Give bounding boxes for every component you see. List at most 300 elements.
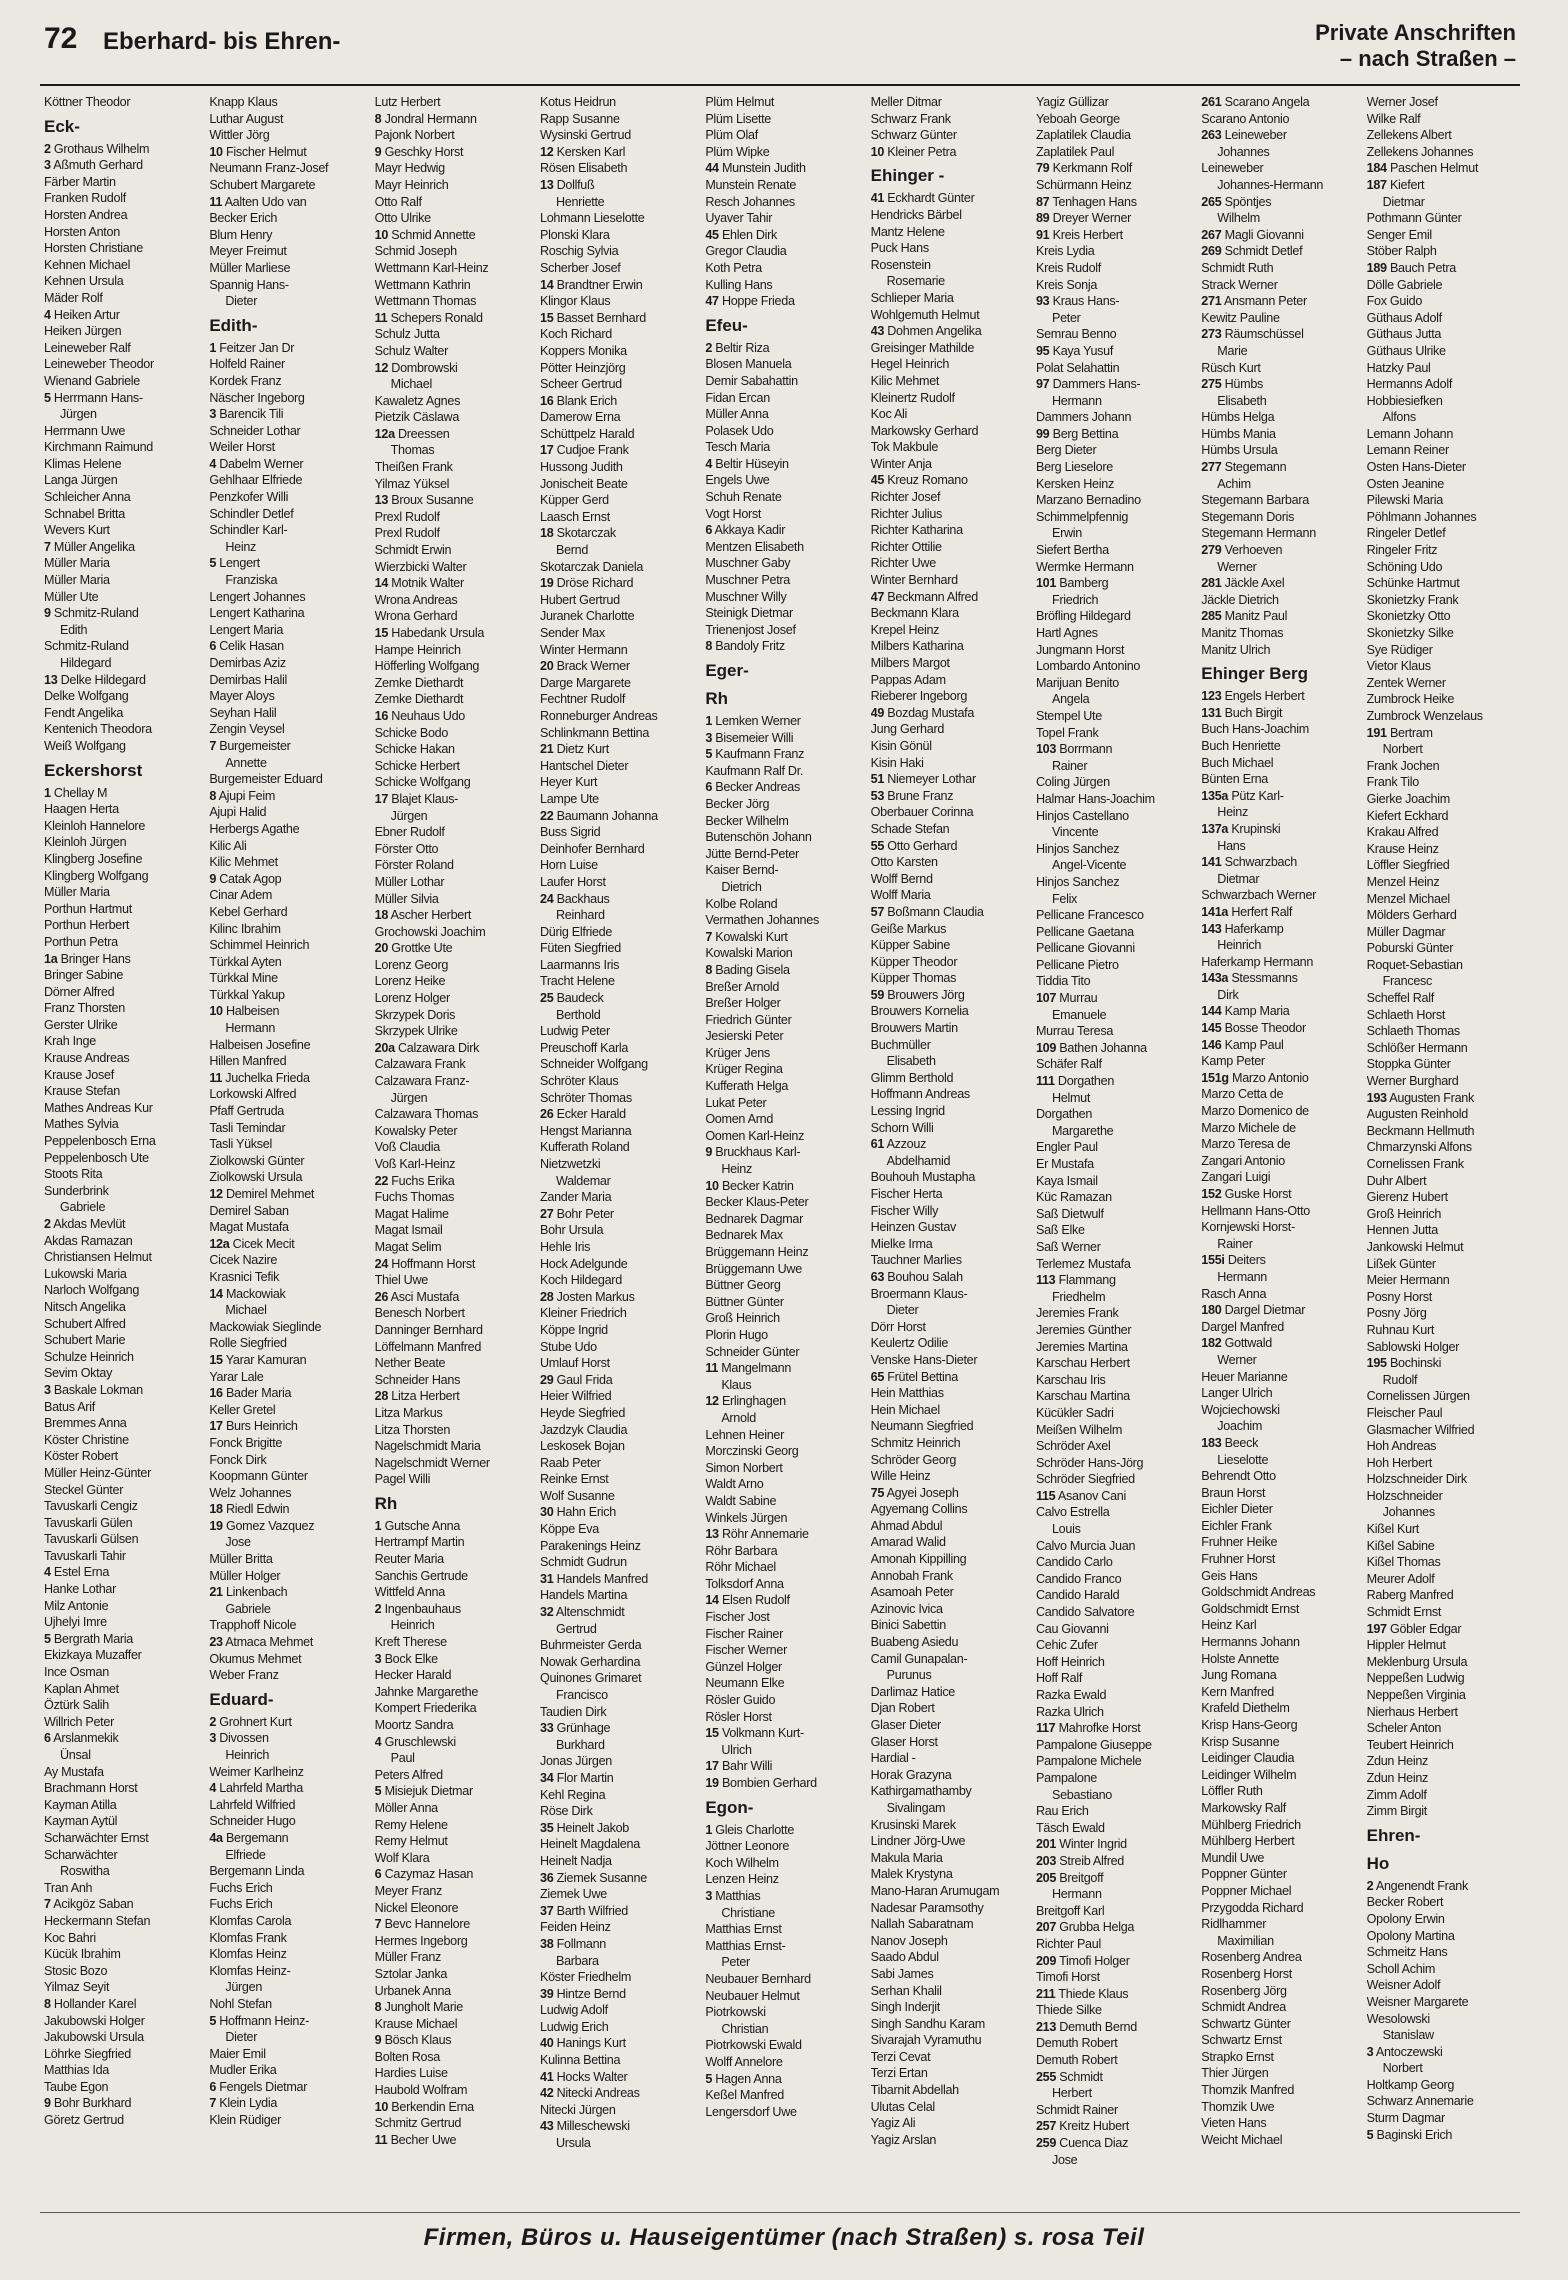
resident-entry [1201, 625, 1358, 642]
resident-name: Acikgöz Saban [53, 1897, 134, 1912]
resident-name: Voß Karl-Heinz [374, 1157, 456, 1171]
resident-entry [1036, 409, 1193, 426]
resident-entry [209, 1930, 366, 1947]
resident-entry [375, 1106, 532, 1123]
house-number: 10 [209, 144, 223, 159]
resident-entry [871, 2082, 1028, 2099]
resident-entry [375, 675, 532, 692]
footer-note: Firmen, Büros u. Hauseigentümer (nach Straßen) s. rosa Teil [423, 2224, 1145, 2251]
resident-name: Kamp Paul [1224, 1037, 1284, 1052]
resident-entry [375, 758, 532, 775]
resident-name: Schwartz Günter [1201, 2016, 1291, 2031]
resident-name: Leineweber Ralf [44, 340, 131, 355]
street-heading: Efeu- [705, 315, 748, 335]
resident-name: Schmidt Andrea [1201, 2000, 1287, 2015]
resident-entry [1201, 1634, 1358, 1651]
resident-entry [1367, 1289, 1524, 1306]
resident-entry [1201, 2082, 1358, 2099]
resident-name: Kamp Peter [1201, 1054, 1265, 1069]
resident-entry [375, 592, 532, 609]
resident-name: Magat Selim [374, 1239, 442, 1254]
resident-name: Werner Burghard [1366, 1074, 1459, 1089]
resident-entry [1367, 1994, 1524, 2011]
resident-name: Breßer Holger [705, 996, 781, 1011]
resident-name: Krause Andreas [44, 1051, 130, 1066]
resident-name: Simon Norbert [705, 1460, 783, 1475]
resident-entry [375, 2132, 532, 2149]
resident-name: Djan Robert [870, 1701, 935, 1716]
resident-entry [44, 1349, 201, 1366]
resident-entry [44, 1067, 201, 1084]
resident-name: Volkmann Kurt- [721, 1726, 804, 1741]
resident-entry [1036, 1372, 1193, 1389]
resident-entry [209, 243, 366, 260]
resident-name: Zander Maria [539, 1190, 612, 1205]
resident-name: Lengert [219, 556, 260, 571]
resident-entry [705, 1659, 862, 1676]
house-number: 15 [539, 310, 554, 325]
resident-name: Eichler Dieter [1201, 1502, 1273, 1517]
resident-name: Hendricks Bärbel [870, 207, 962, 222]
house-number: 33 [539, 1721, 554, 1736]
resident-entry [1036, 277, 1193, 294]
resident-entry [1036, 1471, 1193, 1488]
resident-name: Friedhelm [1051, 1289, 1106, 1304]
resident-entry [1367, 1156, 1524, 1173]
resident-entry [44, 1150, 201, 1167]
house-number: 279 [1201, 543, 1222, 558]
resident-name: Dollfuß [556, 177, 595, 192]
house-number: 27 [539, 1206, 554, 1221]
resident-name: Weiler Horst [209, 440, 275, 455]
resident-entry [1367, 293, 1524, 310]
resident-name: Matthias Ida [44, 2063, 110, 2078]
resident-name: Schneider Hans [374, 1372, 461, 1387]
resident-entry [705, 1905, 862, 1922]
resident-name: Stegemann Barbara [1201, 493, 1309, 508]
resident-entry [1036, 210, 1193, 227]
resident-name: Kern Manfred [1201, 1684, 1274, 1699]
resident-entry [540, 277, 697, 294]
resident-entry [1367, 1455, 1524, 1472]
resident-name: Schubert Margarete [209, 177, 316, 192]
resident-entry [209, 1747, 366, 1764]
house-number: 257 [1035, 2119, 1057, 2134]
resident-entry [705, 1971, 862, 1988]
resident-entry [375, 1916, 532, 1933]
resident-entry [1367, 874, 1524, 891]
resident-name: Beltir Hüseyin [715, 456, 789, 471]
resident-name: Fox Guido [1366, 294, 1423, 309]
resident-name: Bringer Sabine [44, 968, 124, 983]
resident-name: Lahrfeld Martha [219, 1781, 303, 1796]
resident-name: Seyhan Halil [209, 705, 277, 720]
resident-name: Manitz Paul [1224, 609, 1288, 624]
resident-name: Gierenz Hubert [1366, 1190, 1448, 1205]
resident-entry [1036, 824, 1193, 841]
resident-name: Bisemeier Willi [715, 730, 794, 745]
resident-entry [1367, 1471, 1524, 1488]
resident-entry [705, 2054, 862, 2071]
resident-name: Richter Julius [870, 506, 943, 521]
resident-entry [209, 705, 366, 722]
resident-entry [1367, 924, 1524, 941]
resident-entry [44, 1847, 201, 1864]
resident-name: Bohr Peter [556, 1206, 614, 1221]
house-number: 9 [44, 2096, 51, 2111]
resident-entry [705, 1310, 862, 1327]
resident-name: Mölders Gerhard [1366, 908, 1457, 923]
resident-entry [375, 1667, 532, 1684]
resident-entry [44, 1399, 201, 1416]
resident-entry [1367, 2127, 1524, 2144]
resident-entry [540, 1870, 697, 1887]
resident-name: Köster Robert [44, 1449, 118, 1464]
resident-name: Hermanns Adolf [1366, 377, 1453, 392]
resident-entry [705, 1344, 862, 1361]
resident-entry [871, 1518, 1028, 1535]
resident-entry [1367, 1944, 1524, 1961]
resident-name: Murrau [1059, 991, 1098, 1006]
resident-name: Prexl Rudolf [374, 526, 440, 541]
resident-entry [44, 157, 201, 174]
resident-name: Schmid Annette [391, 227, 476, 242]
resident-name: Plonski Klara [539, 227, 610, 242]
resident-entry [44, 1681, 201, 1698]
resident-name: Tavuskarli Gülen [44, 1515, 133, 1530]
resident-name: Halbeisen Josefine [209, 1037, 311, 1052]
resident-entry [1036, 1687, 1193, 1704]
resident-name: Pellicane Gaetana [1035, 924, 1134, 939]
resident-name: Sturm Dagmar [1366, 2111, 1445, 2126]
house-number: 6 [209, 2079, 217, 2094]
house-number: 141a [1201, 904, 1229, 919]
resident-name: Becker Erich [209, 211, 278, 226]
resident-entry [1367, 1504, 1524, 1521]
resident-name: Erwin [1051, 526, 1082, 541]
resident-name: Magli Giovanni [1224, 227, 1304, 242]
house-number: 184 [1366, 161, 1387, 176]
resident-name: Mäder Rolf [44, 290, 103, 305]
resident-name: Thiede Silke [1035, 2003, 1102, 2018]
resident-name: Hahn Erich [556, 1505, 616, 1520]
resident-entry [1367, 1803, 1524, 1820]
resident-entry [540, 1422, 697, 1439]
resident-entry [375, 476, 532, 493]
resident-name: Löffelmann Manfred [374, 1339, 482, 1354]
resident-entry [375, 426, 532, 443]
house-number: 14 [539, 277, 554, 292]
resident-entry [1201, 1966, 1358, 1983]
house-number: 11 [705, 1361, 719, 1376]
directory-column [375, 94, 532, 2204]
resident-name: Wittler Jörg [209, 128, 270, 143]
resident-name: Holste Annette [1201, 1651, 1280, 1666]
resident-name: Yarar Lale [209, 1369, 264, 1384]
resident-name: Rainer [1217, 1236, 1253, 1251]
house-number: 15 [209, 1352, 223, 1367]
resident-name: Purunus [886, 1668, 932, 1683]
resident-entry [540, 758, 697, 775]
resident-entry [705, 896, 862, 913]
resident-entry [1367, 1753, 1524, 1770]
resident-name: Thomzik Manfred [1201, 2083, 1295, 2098]
resident-name: Matthias [715, 1888, 761, 1903]
resident-name: Muschner Gaby [705, 556, 791, 571]
resident-entry [540, 924, 697, 941]
resident-name: Ziolkowski Ursula [209, 1170, 303, 1185]
resident-entry [209, 160, 366, 177]
resident-entry [209, 506, 366, 523]
resident-entry [1201, 1020, 1358, 1037]
resident-name: Krisp Susanne [1201, 1734, 1280, 1749]
resident-entry [1201, 1534, 1358, 1551]
resident-name: Bremmes Anna [44, 1416, 127, 1431]
resident-name: Feitzer Jan Dr [219, 340, 295, 355]
resident-name: Hollander Karel [53, 1996, 137, 2011]
resident-name: Schneider Lothar [209, 423, 301, 438]
resident-entry [209, 472, 366, 489]
resident-entry [871, 1452, 1028, 1469]
resident-entry [44, 951, 201, 968]
resident-name: Lißek Günter [1366, 1256, 1436, 1271]
resident-name: Porthun Hartmut [44, 901, 132, 916]
resident-entry [209, 904, 366, 921]
directory-column [705, 94, 862, 2204]
resident-name: Vincente [1051, 825, 1099, 840]
house-number: 79 [1035, 161, 1050, 176]
resident-name: Fischer Herta [870, 1187, 943, 1201]
resident-name: Jeremies Frank [1035, 1306, 1119, 1321]
resident-name: Annobah Frank [870, 1568, 953, 1583]
resident-name: Köppe Eva [539, 1522, 599, 1537]
resident-name: Rösler Horst [705, 1709, 772, 1724]
resident-entry [375, 741, 532, 758]
resident-name: Ulrich [721, 1742, 752, 1757]
resident-entry [44, 688, 201, 705]
resident-entry [44, 1830, 201, 1847]
resident-entry [1036, 194, 1193, 211]
resident-name: Möller Anna [374, 1800, 438, 1815]
resident-entry [1036, 907, 1193, 924]
page-header [0, 0, 1568, 86]
resident-name: Spöntjes [1224, 194, 1272, 209]
house-number: 3 [705, 730, 713, 745]
resident-entry [871, 111, 1028, 128]
resident-name: Leidinger Claudia [1201, 1751, 1295, 1766]
resident-name: Kaya Ismail [1035, 1173, 1098, 1188]
resident-entry [375, 1999, 532, 2016]
resident-entry [209, 1797, 366, 1814]
resident-entry [705, 1938, 862, 1955]
resident-entry [705, 1211, 862, 1228]
resident-name: Marie [1217, 343, 1248, 358]
resident-entry [375, 1833, 532, 1850]
resident-entry [44, 868, 201, 885]
resident-entry [1201, 937, 1358, 954]
resident-name: Franziska [225, 573, 278, 588]
resident-entry [871, 1999, 1028, 2016]
resident-entry [1201, 1833, 1358, 1850]
resident-name: Günzel Holger [705, 1659, 782, 1674]
house-number: 91 [1035, 227, 1050, 242]
resident-name: Schade Stefan [870, 821, 950, 836]
resident-name: Baginski Erich [1376, 2127, 1453, 2142]
resident-name: Schneider Wolfgang [539, 1057, 648, 1072]
resident-name: Lengert Johannes [209, 589, 306, 604]
resident-name: Göbler Edgar [1389, 1621, 1462, 1636]
resident-name: Ehlen Dirk [721, 227, 778, 242]
resident-entry [705, 1128, 862, 1145]
house-number: 7 [374, 1917, 382, 1932]
resident-name: Hegel Heinrich [870, 357, 950, 372]
house-number: 12 [539, 144, 554, 159]
resident-entry [209, 406, 366, 423]
resident-entry [1036, 1870, 1193, 1887]
resident-name: Wilke Ralf [1366, 111, 1421, 126]
resident-entry [1201, 738, 1358, 755]
resident-entry [540, 160, 697, 177]
resident-name: Candido Salvatore [1035, 1605, 1135, 1620]
resident-name: Bandoly Fritz [715, 639, 785, 654]
resident-entry [1367, 691, 1524, 708]
resident-name: Calvo Murcia Juan [1035, 1538, 1136, 1553]
resident-name: Christiane [721, 1905, 776, 1920]
resident-name: Pötter Heinzjörg [539, 360, 626, 375]
house-number: 9 [44, 606, 51, 621]
resident-name: Hans [1217, 838, 1246, 853]
resident-name: Wolff Maria [870, 888, 931, 903]
resident-name: Kehnen Michael [44, 257, 131, 272]
resident-name: Fischer Werner [705, 1643, 787, 1658]
resident-name: Reinke Ernst [539, 1472, 609, 1487]
resident-name: Remy Helmut [374, 1834, 448, 1849]
directory-column [1367, 94, 1524, 2204]
resident-entry [1036, 1272, 1193, 1289]
resident-entry [1367, 808, 1524, 825]
resident-name: Broermann Klaus- [870, 1286, 968, 1301]
resident-name: Piotrkowski Ewald [705, 2038, 802, 2053]
resident-entry [1367, 442, 1524, 459]
resident-name: Umlauf Horst [539, 1356, 610, 1371]
resident-entry [375, 542, 532, 559]
resident-entry [871, 1286, 1028, 1303]
resident-name: Geiße Markus [870, 921, 947, 936]
resident-name: Laarmanns Iris [539, 957, 620, 972]
resident-name: Cornelissen Frank [1366, 1157, 1464, 1171]
resident-name: Bünten Erna [1201, 772, 1269, 787]
resident-entry [44, 2029, 201, 2046]
house-number: 5 [705, 2071, 713, 2086]
resident-name: Terlemez Mustafa [1035, 1256, 1131, 1271]
house-number: 267 [1201, 227, 1222, 242]
resident-name: Prexl Rudolf [374, 509, 440, 524]
resident-name: Fengels Dietmar [219, 2079, 308, 2094]
resident-entry [1367, 625, 1524, 642]
resident-name: Schneider Hugo [209, 1814, 296, 1829]
resident-entry [44, 738, 201, 755]
resident-entry [44, 1598, 201, 1615]
resident-entry [209, 1501, 366, 1518]
resident-entry [209, 555, 366, 572]
resident-name: Kißel Kurt [1366, 1522, 1419, 1537]
resident-entry [1036, 1803, 1193, 1820]
resident-name: Winter Anja [870, 456, 932, 471]
resident-entry [705, 390, 862, 407]
resident-entry [375, 1601, 532, 1618]
resident-entry [871, 1750, 1028, 1767]
resident-name: Ingenbauhaus [384, 1601, 461, 1616]
house-number: 187 [1366, 177, 1387, 192]
resident-name: Camil Gunapalan- [870, 1651, 968, 1666]
house-number: 209 [1035, 1953, 1057, 1968]
resident-name: Osten Hans-Dieter [1366, 460, 1466, 475]
resident-entry [44, 290, 201, 307]
resident-entry [209, 227, 366, 244]
resident-name: Catak Agop [219, 871, 282, 886]
resident-entry [1036, 1836, 1193, 1853]
resident-entry [209, 1169, 366, 1186]
street-heading: Eduard- [209, 1689, 274, 1709]
resident-name: Tenhagen Hans [1052, 194, 1137, 209]
resident-entry [1367, 741, 1524, 758]
resident-entry [44, 472, 201, 489]
resident-entry [209, 1070, 366, 1087]
resident-entry [871, 1120, 1028, 1137]
resident-entry [1036, 1936, 1193, 1953]
resident-entry [705, 1111, 862, 1128]
resident-entry [705, 1045, 862, 1062]
resident-entry [1201, 326, 1358, 343]
resident-entry [705, 1822, 862, 1839]
resident-name: Pagel Willi [374, 1472, 431, 1487]
resident-name: Azinovic Ivica [870, 1601, 943, 1616]
resident-entry [1367, 1787, 1524, 1804]
resident-entry [1036, 542, 1193, 559]
resident-entry [540, 2085, 697, 2102]
resident-entry [1036, 559, 1193, 576]
house-number: 16 [374, 708, 389, 723]
directory-column [540, 94, 697, 2204]
resident-name: Stöber Ralph [1366, 244, 1437, 259]
resident-entry [1367, 144, 1524, 161]
resident-name: Büttner Günter [705, 1294, 784, 1309]
resident-entry [1367, 1587, 1524, 1604]
resident-name: Aalten Udo van [224, 194, 307, 209]
resident-name: Lukat Peter [705, 1095, 767, 1110]
resident-name: Dreessen [397, 426, 450, 441]
resident-entry [1036, 1156, 1193, 1173]
resident-entry [1036, 260, 1193, 277]
resident-entry [44, 1498, 201, 1515]
resident-entry [209, 1286, 366, 1303]
resident-entry [1036, 509, 1193, 526]
resident-name: Heinelt Nadja [539, 1853, 612, 1868]
resident-name: Hecker Harald [374, 1668, 452, 1683]
resident-name: Gottwald [1224, 1336, 1272, 1351]
resident-name: Menzel Michael [1366, 891, 1450, 906]
resident-name: Kiefert [1389, 177, 1425, 192]
resident-entry [1367, 1322, 1524, 1339]
resident-name: Ruhnau Kurt [1366, 1322, 1435, 1337]
house-number: 32 [539, 1605, 554, 1620]
resident-entry [1036, 2019, 1193, 2036]
resident-entry [1367, 708, 1524, 725]
resident-entry [1036, 326, 1193, 343]
resident-entry [1201, 1402, 1358, 1419]
resident-entry [1201, 442, 1358, 459]
resident-name: Handels Manfred [556, 1571, 649, 1586]
